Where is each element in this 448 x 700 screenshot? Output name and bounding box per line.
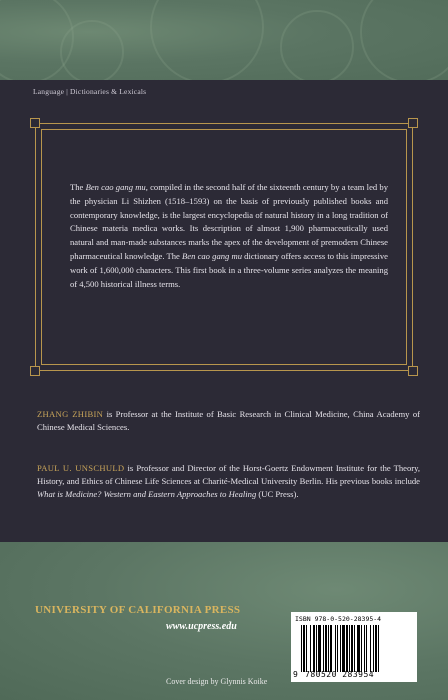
barcode-bar: [357, 625, 360, 672]
author-name: ZHANG ZHIBIN: [37, 409, 104, 419]
previous-book-title: What is Medicine? Western and Eastern Approaches to Healing: [37, 489, 257, 500]
barcode-bar: [303, 625, 305, 672]
barcode-bar: [354, 625, 355, 672]
publisher-name: UNIVERSITY OF CALIFORNIA PRESS: [35, 604, 241, 616]
author-bio-unschuld: PAUL U. UNSCHULD is Professor and Director of the Horst-Goertz Endowment Institute for the Theory, History, and Ethics of Chinese Life Sciences at Charité-Medical University Berlin. His previous books include What is Medicine? Western and Eastern Approaches to Healing (UC Press).: [37, 463, 421, 500]
barcode-bar: [335, 625, 336, 672]
barcode-bar: [375, 625, 377, 672]
book-title-italic: Ben cao gang mu: [85, 182, 146, 192]
barcode-bar: [318, 625, 321, 672]
barcode-bar: [323, 625, 324, 672]
publisher-website[interactable]: www.ucpress.edu: [166, 621, 237, 632]
barcode-bar: [328, 625, 329, 672]
barcode-bar: [366, 625, 367, 672]
barcode-bar: [316, 625, 317, 672]
frame-corner-bottom-left: [30, 366, 40, 376]
barcode-bar: [351, 625, 353, 672]
barcode-bar: [349, 625, 350, 672]
barcode-bar: [330, 625, 332, 672]
barcode-bar: [337, 625, 338, 672]
barcode-bar: [340, 625, 341, 672]
barcode-bar: [325, 625, 327, 672]
barcode-bar: [346, 625, 348, 672]
category-label: Language | Dictionaries & Lexicals: [33, 87, 147, 96]
barcode-bar: [364, 625, 365, 672]
barcode-bar: [370, 625, 371, 672]
book-description: The Ben cao gang mu, compiled in the second half of the sixteenth century by a team led by the physician Li Shizhen (1518–1593) on the basis of previously published books and contemporary knowledge, is the largest encyclopedia of natural history in a long tradition of Chinese materia medica works. Its description of almost 1,900 pharmaceutically used natural and man-made substances marks the apex of the development of premodern Chinese pharmaceutical knowledge. The Ben cao gang mu dictionary offers access to this impressive work of 1,600,000 characters. This first book in a three-volume series analyzes the meaning of 4,500 historical illness terms.: [70, 182, 388, 289]
frame-corner-top-right: [408, 118, 418, 128]
barcode-bar: [342, 625, 345, 672]
barcode-bar: [378, 625, 379, 672]
frame-corner-top-left: [30, 118, 40, 128]
barcode-bar: [313, 625, 315, 672]
barcode-bar: [361, 625, 362, 672]
author-bio-zhang: ZHANG ZHIBIN is Professor at the Institute of Basic Research in Clinical Medicine, China Academy of Chinese Medical Sciences.: [37, 409, 420, 433]
isbn-barcode: ISBN 978-0-520-28395-4 9 780520 283954: [291, 612, 417, 682]
book-title-italic-2: Ben cao gang mu: [182, 250, 242, 261]
barcode-bars: [301, 625, 411, 672]
barcode-bar: [301, 625, 302, 672]
barcode-bar: [306, 625, 307, 672]
cover-design-credit: Cover design by Glynnis Koike: [166, 677, 268, 686]
barcode-bar: [373, 625, 374, 672]
isbn-text: ISBN 978-0-520-28395-4: [295, 615, 382, 623]
frame-corner-bottom-right: [408, 366, 418, 376]
author-name: PAUL U. UNSCHULD: [37, 463, 125, 473]
barcode-bar: [310, 625, 311, 672]
top-decorative-band: [0, 0, 448, 80]
